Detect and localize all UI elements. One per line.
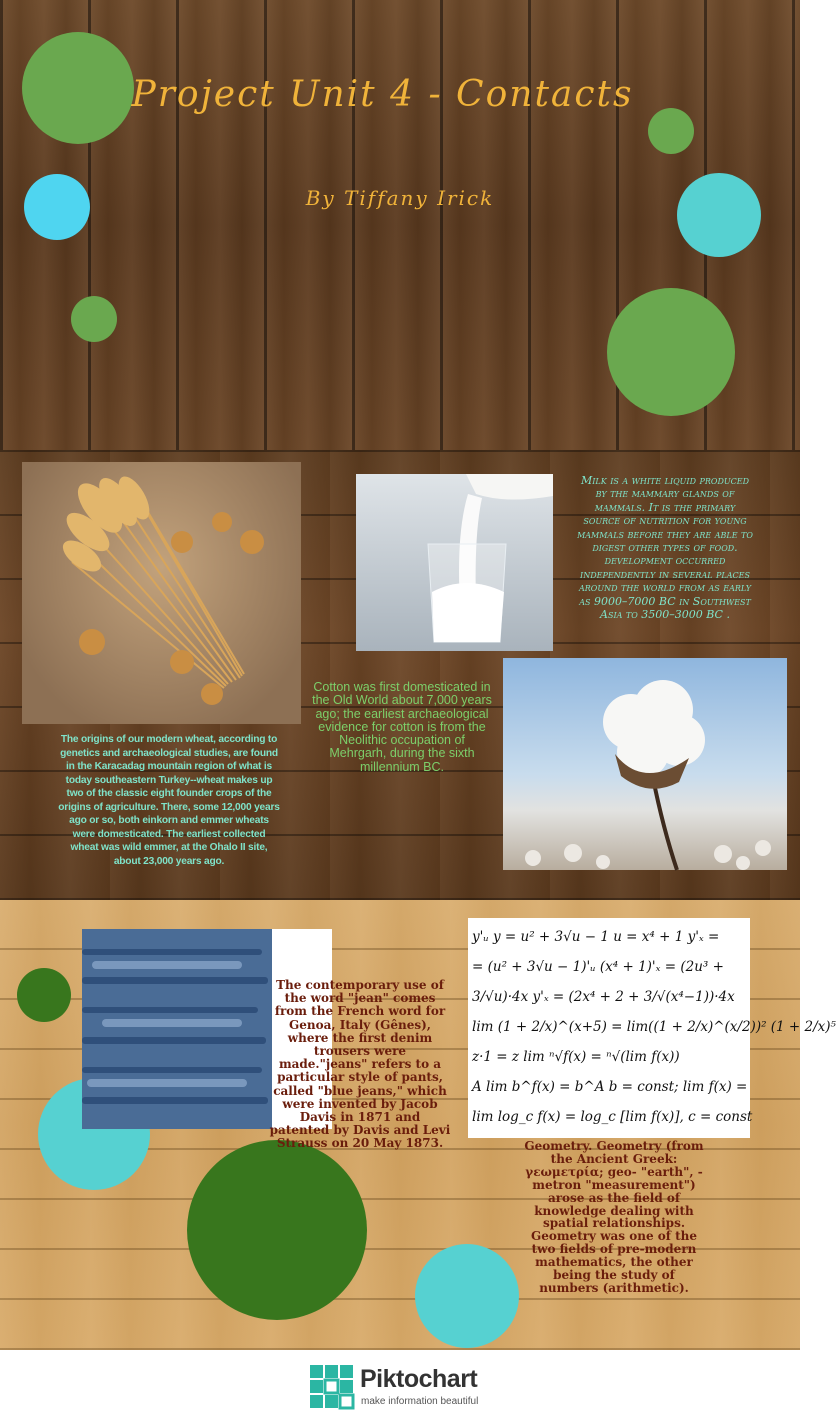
logo-brand: Piktochart: [360, 1365, 478, 1393]
piktochart-logo[interactable]: [310, 1363, 500, 1411]
wheat-photo: [22, 462, 301, 724]
wheat-text: The origins of our modern wheat, according to genetics and archaeological studies, are found in the Karacadag mountain region of what is today southeastern Turkey--wheat makes up two of the classic eight founder crops of the origins of agriculture. There, some 12,000 years ago or so, both einkorn and emmer wheats were domesticated. The earliest collected wheat was wild emmer, at the Ohalo II site, about 23,000 years ago.: [58, 734, 280, 867]
materials-section: [0, 900, 836, 1350]
wheat-illustration: [22, 462, 301, 724]
formula-line: z·1 = z lim ⁿ√f(x) = ⁿ√(lim f(x)): [472, 1049, 680, 1065]
logo-tagline: make information beautiful: [361, 1396, 479, 1407]
geometry-formulas-photo: [468, 918, 836, 1138]
green-circle-large-right: [607, 288, 735, 416]
cotton-illustration: [503, 658, 787, 870]
jeans-text: The contemporary use of the word "jean" comes from the French word for Genoa, Italy (Gênes), where the first denim trousers were made."jeans" refers to a particular style of pants, called "blue jeans," which were invented by Jacob Davis in 1871 and patented by Davis and Levi Strauss on 20 May 1873.: [269, 978, 451, 1151]
dark-green-circle-large: [187, 1140, 367, 1320]
milk-photo: [356, 474, 553, 651]
formula-line: lim log_c f(x) = log_c [lim f(x)], c = const: [472, 1109, 753, 1125]
dark-green-circle-left: [17, 968, 71, 1022]
title-section: [0, 0, 800, 450]
page-title: Project Unit 4 - Contacts: [131, 74, 634, 115]
geometry-text: Geometry. Geometry (from the Ancient Greek: γεωμετρία; geo- "earth", -metron "measurement") arose as the field of knowledge dealing with spatial relationships. Geometry was one of the two fields of pre-modern mathematics, the other being the study of numbers (arithmetic).: [524, 1139, 704, 1295]
milk-illustration: [356, 474, 553, 651]
formula-line: 3/√u)·4x y'ₓ = (2x⁴ + 2 + 3/√(x⁴−1))·4x: [472, 989, 735, 1005]
formula-lines: [472, 922, 836, 1132]
formula-line: = (u² + 3√u − 1)'ᵤ (x⁴ + 1)'ₓ = (2u³ +: [472, 959, 724, 975]
green-circle-small-left: [71, 296, 117, 342]
cotton-text: Cotton was first domesticated in the Old World about 7,000 years ago; the earliest archaeological evidence for cotton is from the Neolithic occupation of Mehrgarh, during the sixth millennium BC.: [312, 680, 492, 774]
food-section: [0, 450, 800, 900]
milk-text: Milk is a white liquid produced by the mammary glands of mammals. It is the primary source of nutrition for young mammals before they are able to digest other types of food. development occurred independently in several places around the world from as early as 9000–7000 BC in Southwest Asia to 3500–3000 BC .: [577, 474, 753, 622]
byline: By Tiffany Irick: [305, 186, 495, 210]
piktochart-mark-icon: [310, 1365, 354, 1409]
formula-line: A lim b^f(x) = b^A b = const; lim f(x) =: [472, 1079, 748, 1095]
footer: [0, 1350, 800, 1423]
formula-line: lim (1 + 2/x)^(x+5) = lim((1 + 2/x)^(x/2))² (1 + 2/x)⁵: [472, 1019, 836, 1035]
cotton-photo: [503, 658, 787, 870]
formula-line: y'ᵤ y = u² + 3√u − 1 u = x⁴ + 1 y'ₓ =: [472, 929, 720, 945]
teal-circle-bottom: [415, 1244, 519, 1348]
